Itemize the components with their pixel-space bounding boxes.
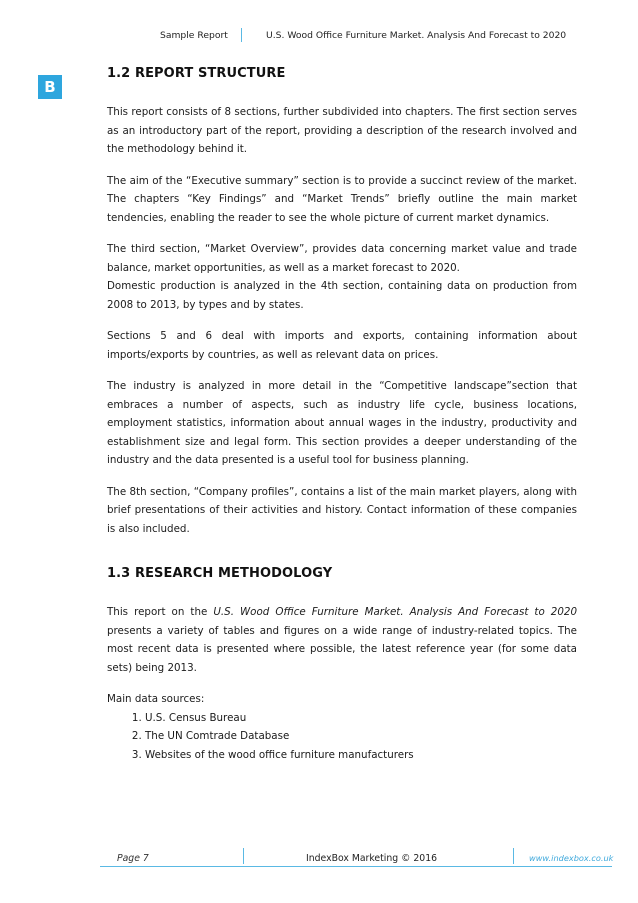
- page-header: [0, 28, 638, 44]
- footer-rule: [100, 866, 612, 867]
- section-heading-research-methodology: 1.3 RESEARCH METHODOLOGY: [107, 566, 333, 581]
- website-link[interactable]: www.indexbox.co.uk: [529, 853, 614, 863]
- indexbox-logo: B: [38, 75, 62, 99]
- footer-divider: [243, 848, 244, 864]
- header-divider: [241, 28, 242, 42]
- report-title-italic: U.S. Wood Office Furniture Market. Analysis And Forecast to 2020: [213, 606, 578, 618]
- section-heading-report-structure: 1.2 REPORT STRUCTURE: [107, 66, 286, 81]
- paragraph: The 8th section, “Company profiles”, contains a list of the main market players, along with brief presentations of their activities and history. Contact information of these companies is also included.: [107, 485, 577, 535]
- paragraph: The industry is analyzed in more detail in the “Competitive landscape”section that embraces a number of aspects, such as industry life cycle, business locations, employment statistics, information about annual wages in the industry, productivity and establishment size and legal form. This section provides a deeper understanding of the industry and the data presented is a useful tool for business planning.: [107, 380, 577, 466]
- list-item: 1. U.S. Census Bureau: [145, 709, 577, 728]
- data-sources-list: [107, 709, 577, 765]
- methodology-paragraph: [107, 603, 577, 677]
- list-item: 3. Websites of the wood office furniture manufacturers: [145, 746, 577, 765]
- header-report-title: U.S. Wood Office Furniture Market. Analysis And Forecast to 2020: [266, 30, 567, 41]
- paragraph: Sections 5 and 6 deal with imports and exports, containing information about imports/exports by countries, as well as relevant data on prices.: [107, 330, 577, 361]
- paragraph: This report consists of 8 sections, further subdivided into chapters. The first section serves as an introductory part of the report, providing a description of the research involved and the methodology behind it.: [107, 106, 577, 155]
- page-content: [107, 66, 577, 764]
- sources-label: Main data sources:: [107, 693, 205, 705]
- list-item: 2. The UN Comtrade Database: [145, 727, 577, 746]
- page-number: Page 7: [117, 853, 149, 864]
- methodology-text: presents a variety of tables and figures on a wide range of industry-related topics. The most recent data is presented where possible, the latest reference year (for some data sets) being 2013.: [107, 624, 577, 674]
- methodology-text: This report on the: [107, 606, 214, 618]
- footer-divider: [513, 848, 514, 864]
- paragraph: The third section, “Market Overview”, provides data concerning market value and trade balance, market opportunities, as well as a market forecast to 2020.: [107, 243, 577, 274]
- page-footer: [0, 848, 638, 868]
- paragraph: Domestic production is analyzed in the 4th section, containing data on production from 2008 to 2013, by types and by states.: [107, 280, 577, 311]
- copyright-text: IndexBox Marketing © 2016: [306, 853, 438, 864]
- header-sample-report: Sample Report: [160, 30, 228, 41]
- paragraph: The aim of the “Executive summary” section is to provide a succinct review of the market. The chapters “Key Findings” and “Market Trends” briefly outline the main market tendencies, enabling the reader to see the whole picture of current market dynamics.: [107, 174, 577, 224]
